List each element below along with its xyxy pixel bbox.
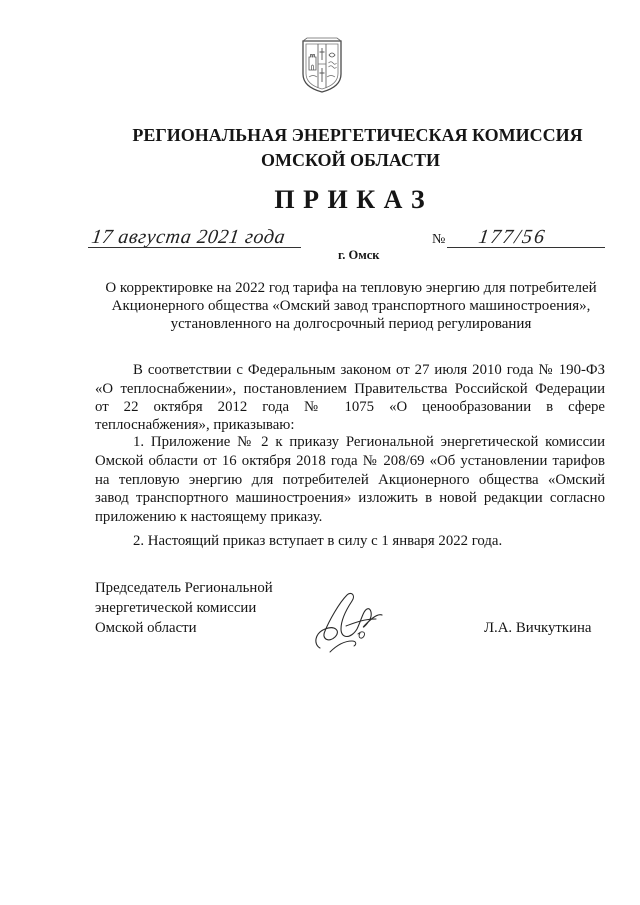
body-line: завод транспортного машиностроения» изложить в новой редакции согласно <box>95 490 605 506</box>
subject-line: Акционерного общества «Омский завод транспортного машиностроения», <box>111 298 591 314</box>
coat-of-arms-icon <box>301 37 343 94</box>
body-line: приложению к настоящему приказу. <box>95 509 323 525</box>
body-line: В соответствии с Федеральным законом от 27 июля 2010 года № 190-ФЗ <box>133 362 605 378</box>
subject-line: О корректировке на 2022 год тарифа на тепловую энергию для потребителей <box>105 280 597 296</box>
subject-line: установленного на долгосрочный период регулирования <box>170 316 532 332</box>
signatory-position-line: Председатель Региональной <box>95 580 273 596</box>
handwritten-signature-icon <box>310 588 388 656</box>
organization-name-line-2: ОМСКОЙ ОБЛАСТИ <box>260 150 441 170</box>
body-line: на тепловую энергию для потребителей Акционерного общества «Омский <box>95 472 605 488</box>
number-underline <box>447 247 605 248</box>
body-line: от 22 октября 2012 года № 1075 «О ценообразовании в сфере <box>95 399 605 415</box>
body-line: 1. Приложение № 2 к приказу Региональной энергетической комиссии <box>133 434 605 450</box>
signatory-position-line: Омской области <box>95 620 197 636</box>
body-line: теплоснабжения», приказываю: <box>95 417 295 433</box>
body-line: Омской области от 16 октября 2018 года № 208/69 «Об установлении тарифов <box>95 453 605 469</box>
signatory-name: Л.А. Вичкуткина <box>484 620 592 636</box>
body-line: 2. Настоящий приказ вступает в силу с 1 января 2022 года. <box>133 533 503 549</box>
number-sign: № <box>432 232 446 247</box>
city-label: г. Омск <box>338 248 380 262</box>
signatory-position-line: энергетической комиссии <box>95 600 257 616</box>
body-line: «О теплоснабжении», постановлением Правительства Российской Федерации <box>95 381 605 397</box>
organization-name-line-1: РЕГИОНАЛЬНАЯ ЭНЕРГЕТИЧЕСКАЯ КОМИССИЯ <box>132 125 583 145</box>
document-type-title: П Р И К А З <box>274 185 426 214</box>
handwritten-date: 17 августа 2021 года <box>90 226 287 248</box>
handwritten-order-number: 177/56 <box>477 226 548 248</box>
date-underline <box>88 247 301 248</box>
